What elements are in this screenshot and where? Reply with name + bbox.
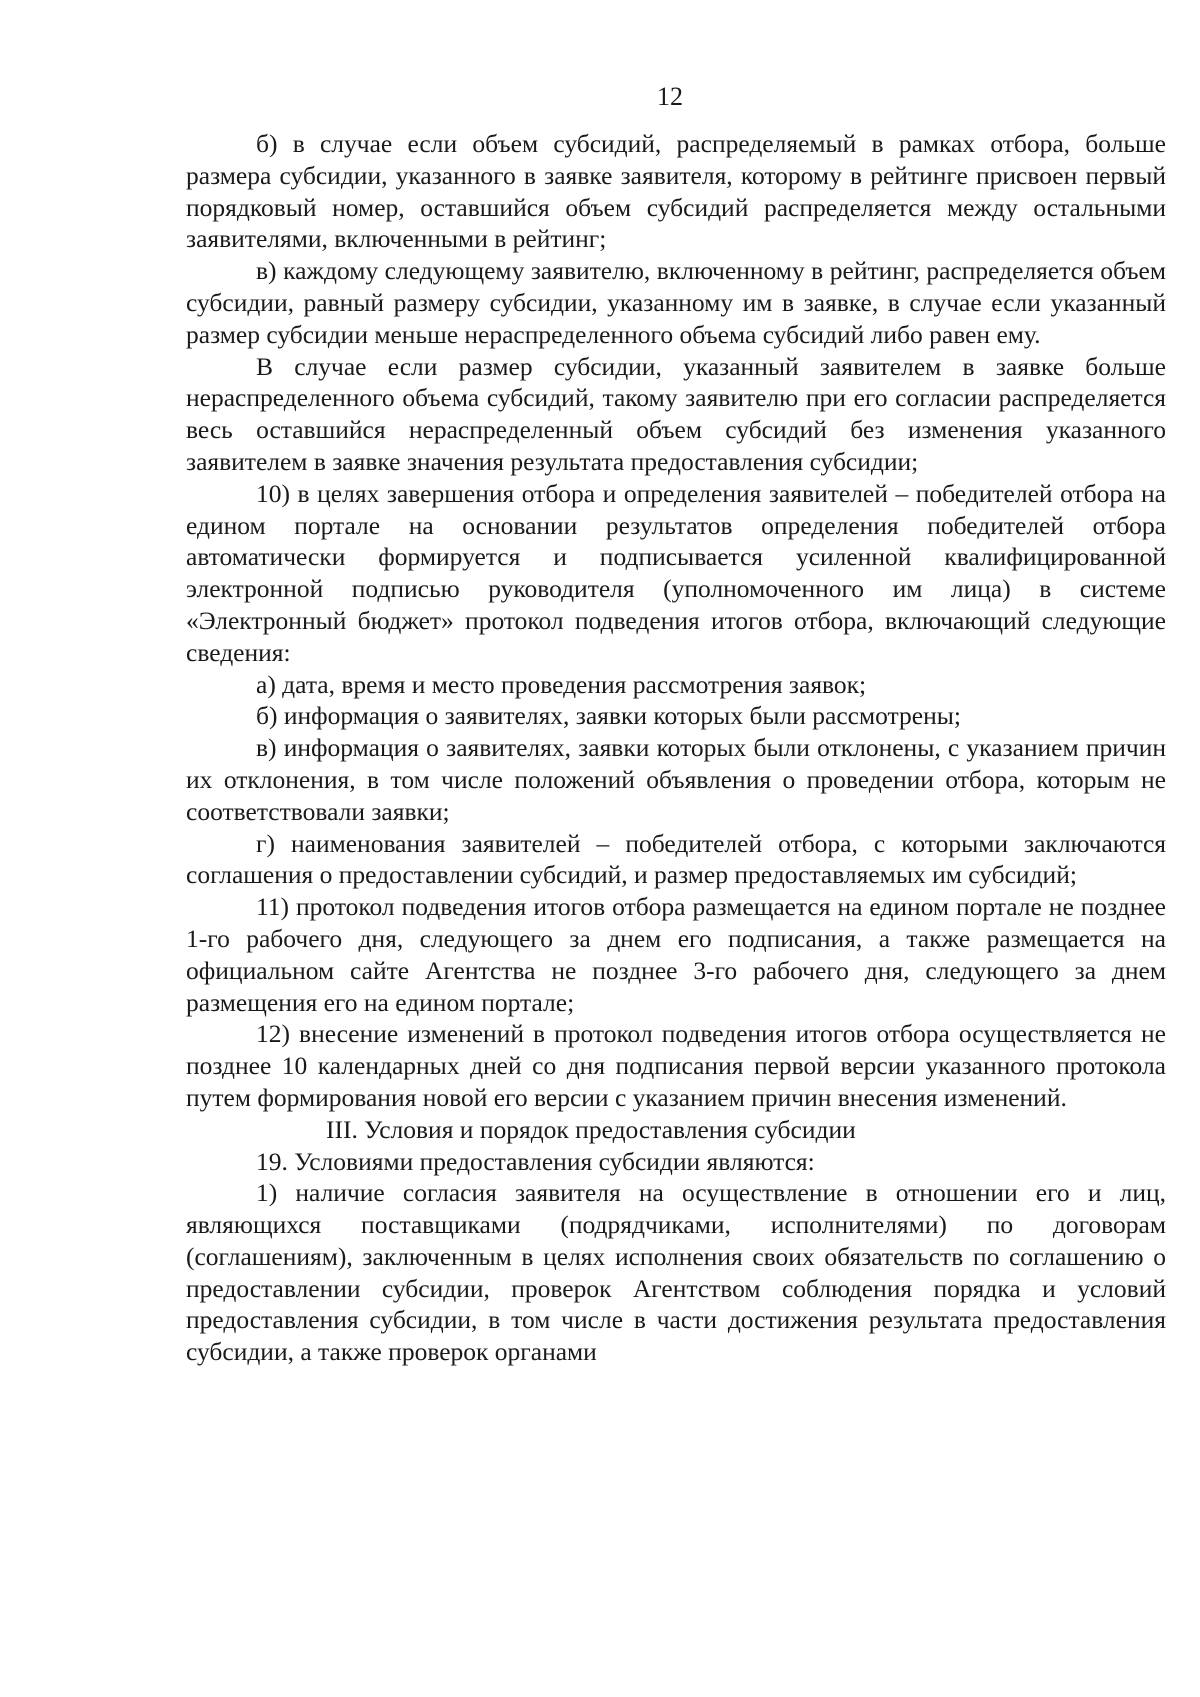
paragraph: в) каждому следующему заявителю, включенному в рейтинг, распределяется объем субсидии, равный размеру субсидии, указанному им в заявке, в случае если указанный размер субсидии меньше нераспределенного объема субсидий либо равен ему. [186,256,1166,349]
document-body [186,128,1166,1368]
paragraph: б) информация о заявителях, заявки которых были рассмотрены; [256,701,961,731]
paragraph: 10) в целях завершения отбора и определения заявителей – победителей отбора на едином портале на основании результатов определения победителей отбора автоматически формируется и подписывается усиленной квалифицированной электронной подписью руководителя (уполномоченного им лица) в системе «Электронный бюджет» протокол подведения итогов отбора, включающий следующие сведения: [186,478,1166,667]
page-number: 12 [657,82,683,111]
paragraph: б) в случае если объем субсидий, распределяемый в рамках отбора, больше размера субсидии, указанного в заявке заявителя, которому в рейтинге присвоен первый порядковый номер, оставшийся объем субсидий распределяется между остальными заявителями, включенными в рейтинг; [186,129,1166,254]
paragraph: в) информация о заявителях, заявки которых были отклонены, с указанием причин их отклонения, в том числе положений объявления о проведении отбора, которым не соответствовали заявки; [186,733,1166,826]
paragraph: 11) протокол подведения итогов отбора размещается на едином портале не позднее 1-го рабочего дня, следующего за днем его подписания, а также размещается на официальном сайте Агентства не позднее 3-го рабочего дня, следующего за днем размещения его на едином портале; [186,892,1166,1017]
paragraph: 12) внесение изменений в протокол подведения итогов отбора осуществляется не позднее 10 календарных дней со дня подписания первой версии указанного протокола путем формирования новой его версии с указанием причин внесения изменений. [186,1019,1166,1112]
paragraph: а) дата, время и место проведения рассмотрения заявок; [256,669,867,699]
section-heading: III. Условия и порядок предоставления субсидии [326,1114,856,1144]
paragraph: В случае если размер субсидии, указанный заявителем в заявке больше нераспределенного объема субсидий, такому заявителю при его согласии распределяется весь оставшийся нераспределенный объем субсидий без изменения указанного заявителем в заявке значения результата предоставления субсидии; [186,351,1166,476]
paragraph: 1) наличие согласия заявителя на осуществление в отношении его и лиц, являющихся поставщиками (подрядчиками, исполнителями) по договорам (соглашениям), заключенным в целях исполнения своих обязательств по соглашению о предоставлении субсидии, проверок Агентством соблюдения порядка и условий предоставления субсидии, в том числе в части достижения результата предоставления субсидии, а также проверок органами [186,1178,1166,1367]
paragraph: 19. Условиями предоставления субсидии являются: [256,1146,815,1176]
paragraph: г) наименования заявителей – победителей отбора, с которыми заключаются соглашения о предоставлении субсидий, и размер предоставляемых им субсидий; [186,828,1166,890]
